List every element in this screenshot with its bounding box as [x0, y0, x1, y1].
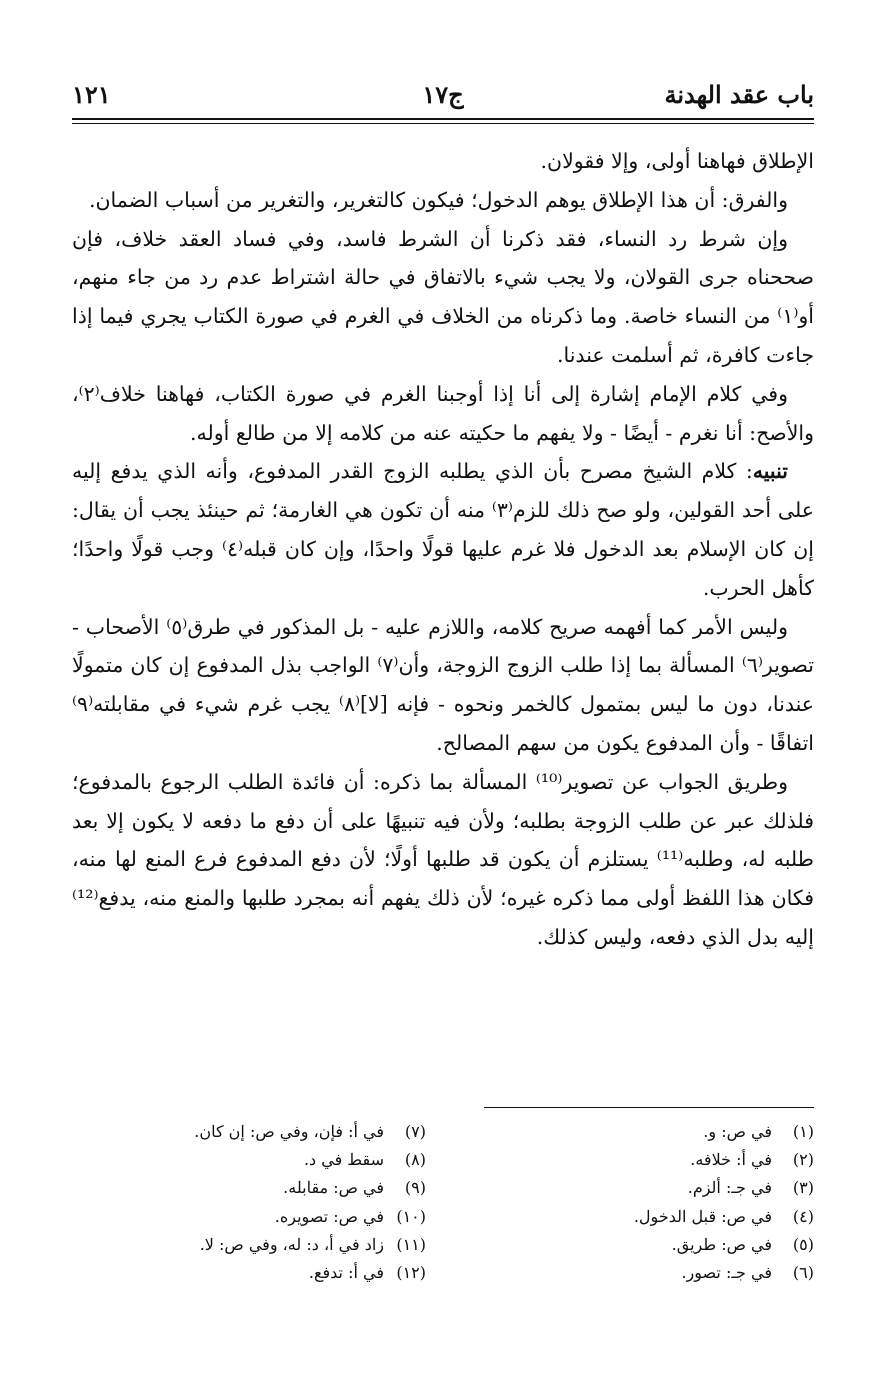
- footnote: [66, 1231, 426, 1259]
- footnote: [454, 1174, 814, 1202]
- paragraph: [72, 181, 814, 220]
- footnote-text: زاد في أ، د: له، وفي ص: لا.: [199, 1234, 384, 1254]
- paragraph: [72, 220, 814, 375]
- footnote-rule: [484, 1107, 814, 1108]
- footnote-text: في أ: فإن، وفي ص: إن كان.: [194, 1122, 384, 1141]
- footnote-text: في ص: قبل الدخول.: [633, 1206, 772, 1226]
- footnote-text: سقط في د.: [303, 1150, 384, 1170]
- header-rule-thin: [72, 123, 814, 124]
- footnote: [66, 1259, 426, 1287]
- chapter-title: باب عقد الهدنة: [664, 80, 814, 109]
- footnote: [66, 1174, 426, 1202]
- footnote: [66, 1118, 426, 1146]
- footnote-number: (١٠): [396, 1206, 426, 1226]
- footnote-number: (٣): [792, 1178, 814, 1198]
- footnote-number: (٤): [792, 1206, 814, 1226]
- footnotes: [72, 1118, 814, 1318]
- main-text: [72, 142, 814, 957]
- paragraph-text: وإن شرط رد النساء، فقد ذكرنا أن الشرط فاسد، وفي فساد العقد خلاف، فإن صححناه جرى القولان، ولا يجب شيء بالاتفاق في حالة اشتراط عدم رد من جاء منهم، أو⁽١⁾ من النساء خاصة. وما ذكرناه من الخلاف في الغرم في صورة الكتاب يجري فيما إذا جاءت كافرة، ثم أسلمت عندنا.: [72, 226, 814, 367]
- footnote: [454, 1203, 814, 1231]
- footnote-number: (٥): [792, 1234, 814, 1254]
- paragraph-text: وليس الأمر كما أفهمه صريح كلامه، واللازم عليه - بل المذكور في طرق⁽٥⁾ الأصحاب - تصوير⁽٦⁾ المسألة بما إذا طلب الزوج الزوجة، وأن⁽٧⁾ الواجب بذل المدفوع إن كان متمولًا عندنا، دون ما ليس بمتمول كالخمر ونحوه - فإنه [لا]⁽٨⁾ يجب غرم شيء في مقابلته⁽٩⁾ اتفاقًا - وأن المدفوع يكون من سهم المصالح.: [72, 614, 815, 755]
- footnote-text: في جـ: ألزم.: [687, 1178, 772, 1198]
- footnote-number: (٧): [404, 1122, 426, 1141]
- footnote-number: (١): [792, 1122, 814, 1141]
- page-number: ١٢١: [72, 80, 111, 109]
- footnote-text: في أ: خلافه.: [690, 1150, 772, 1170]
- header-rule: [72, 118, 814, 120]
- paragraph: [72, 763, 814, 957]
- footnote: [454, 1231, 814, 1259]
- paragraph: [72, 142, 814, 181]
- volume-label: ج١٧: [422, 80, 464, 109]
- footnote-column-right: [454, 1118, 814, 1287]
- footnote-text: في جـ: تصور.: [681, 1263, 772, 1283]
- footnote-text: في ص: طريق.: [671, 1234, 772, 1254]
- footnote-text: في أ: تدفع.: [308, 1263, 384, 1283]
- footnote: [66, 1146, 426, 1174]
- page-header: [72, 80, 814, 116]
- footnote-text: في ص: تصويره.: [274, 1206, 384, 1226]
- footnote: [454, 1146, 814, 1174]
- footnote-number: (٨): [404, 1150, 426, 1170]
- paragraph: [72, 375, 814, 453]
- footnote-number: (٢): [792, 1150, 814, 1170]
- paragraph: [72, 452, 814, 607]
- footnote-column-left: [66, 1118, 426, 1287]
- footnote-number: (٦): [792, 1263, 814, 1283]
- footnote-number: (٩): [404, 1178, 426, 1198]
- footnote: [454, 1118, 814, 1146]
- paragraph: [72, 608, 814, 763]
- footnote-text: في ص: و.: [703, 1122, 772, 1141]
- note-lead: تنبيه: [752, 459, 788, 484]
- footnote-number: (١٢): [396, 1263, 426, 1283]
- footnote-number: (١١): [396, 1234, 426, 1254]
- footnote-text: في ص: مقابله.: [283, 1178, 384, 1198]
- paragraph-text: الإطلاق فهاهنا أولى، وإلا فقولان.: [540, 149, 814, 173]
- paragraph-text: والفرق: أن هذا الإطلاق يوهم الدخول؛ فيكون كالتغرير، والتغرير من أسباب الضمان.: [88, 187, 788, 212]
- footnote: [66, 1203, 426, 1231]
- footnote: [454, 1259, 814, 1287]
- paragraph-text: وفي كلام الإمام إشارة إلى أنا إذا أوجبنا الغرم في صورة الكتاب، فهاهنا خلاف⁽٢⁾، والأصح: أنا نغرم - أيضًا - ولا يفهم ما حكيته عنه من كلامه إلا من طالع أوله.: [72, 381, 814, 445]
- paragraph-text: : كلام الشيخ مصرح بأن الذي يطلبه الزوج القدر المدفوع، وأنه الذي يدفع إليه على أحد القولين، ولو صح ذلك للزم⁽٣⁾ منه أن تكون هي الغارمة؛ ثم حينئذ يجب أن يقال: إن كان الإسلام بعد الدخول فلا غرم عليها قولًا واحدًا، وإن كان قبله⁽٤⁾ وجب قولًا واحدًا؛ كأهل الحرب.: [72, 459, 815, 600]
- paragraph-text: وطريق الجواب عن تصوير⁽¹⁰⁾ المسألة بما ذكره: أن فائدة الطلب الرجوع بالمدفوع؛ فلذلك عبر عن طلب الزوجة بطلبه؛ ولأن فيه تنبيهًا على أن دفع ما دفعه لا يكون إلا بعد طلبه له، وطلبه⁽¹¹⁾ يستلزم أن يكون قد طلبها أولًا؛ لأن دفع المدفوع فرع المنع لها منه، فكان هذا اللفظ أولى مما ذكره غيره؛ لأن ذلك يفهم أنه بمجرد طلبها والمنع منه، يدفع⁽¹²⁾ إليه بدل الذي دفعه، وليس كذلك.: [72, 769, 814, 949]
